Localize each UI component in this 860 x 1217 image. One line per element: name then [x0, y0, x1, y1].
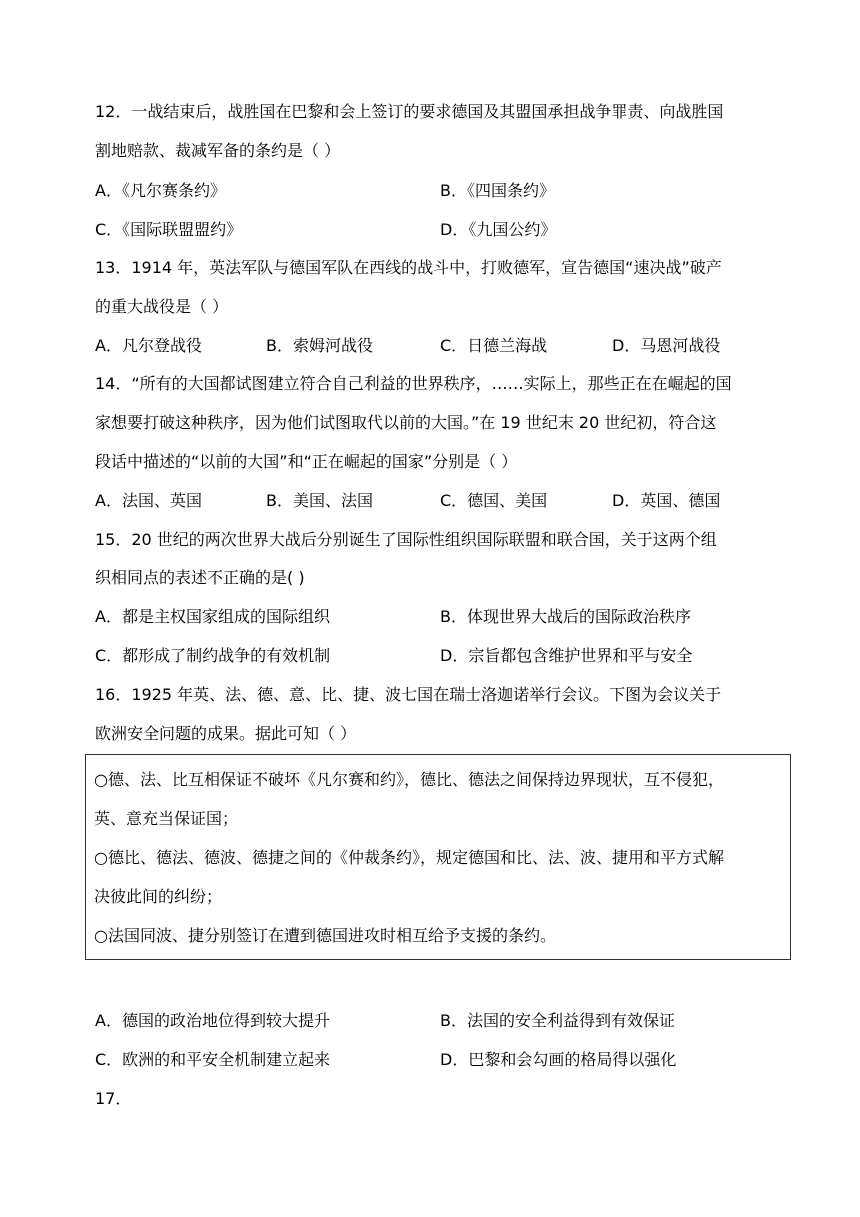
q13-option-c[interactable]: C．日德兰海战 [440, 336, 548, 355]
q12-option-a[interactable]: A．《凡尔赛条约》 [95, 181, 226, 200]
q12-option-c[interactable]: C．《国际联盟盟约》 [95, 220, 243, 239]
q16-material-item1-line2: 英、意充当保证国； [94, 809, 239, 828]
q15-stem-line1: 15．20 世纪的两次世界大战后分别诞生了国际性组织国际联盟和联合国，关于这两个组 [95, 530, 717, 549]
q16-stem-line1: 16．1925 年英、法、德、意、比、捷、波七国在瑞士洛迦诺举行会议。下图为会议关于 [95, 685, 722, 704]
q12-stem-line1: 12．一战结束后，战胜国在巴黎和会上签订的要求德国及其盟国承担战争罪责、向战胜国 [95, 102, 724, 121]
q16-stem-line2: 欧洲安全问题的成果。据此可知（ ） [95, 724, 357, 743]
q16-option-b[interactable]: B．法国的安全利益得到有效保证 [440, 1011, 675, 1030]
q16-material-item3-line1: ○法国同波、捷分别签订在遭到德国进攻时相互给予支援的条约。 [94, 926, 556, 945]
q16-material-item2-line1: ○德比、德法、德波、德捷之间的《仲裁条约》，规定德国和比、法、波、捷用和平方式解 [94, 848, 724, 867]
q17-stem-line1: 17． [95, 1089, 132, 1108]
q15-stem-line2: 织相同点的表述不正确的是( ) [95, 568, 305, 587]
q14-option-d[interactable]: D．英国、德国 [612, 491, 721, 510]
q13-option-d[interactable]: D．马恩河战役 [612, 336, 721, 355]
q14-stem-line2: 家想要打破这种秩序，因为他们试图取代以前的大国。”在 19 世纪末 20 世纪初，符合这 [95, 413, 717, 432]
q16-material-item2-line2: 决彼此间的纠纷； [94, 887, 223, 906]
q14-option-c[interactable]: C．德国、美国 [440, 491, 548, 510]
q12-stem-line2: 割地赔款、裁减军备的条约是（ ） [95, 141, 341, 160]
q12-option-d[interactable]: D．《九国公约》 [440, 220, 557, 239]
q15-option-b[interactable]: B．体现世界大战后的国际政治秩序 [440, 607, 691, 626]
q13-stem-line2: 的重大战役是（ ） [95, 297, 229, 316]
q14-option-b[interactable]: B．美国、法国 [266, 491, 373, 510]
q14-option-a[interactable]: A．法国、英国 [95, 491, 202, 510]
q15-option-d[interactable]: D．宗旨都包含维护世界和平与安全 [440, 646, 693, 665]
q14-stem-line1: 14．“所有的大国都试图建立符合自己利益的世界秩序，……实际上，那些正在在崛起的国 [95, 374, 732, 393]
q16-material-item1-line1: ○德、法、比互相保证不破坏《凡尔赛和约》，德比、德法之间保持边界现状，互不侵犯， [94, 770, 724, 789]
q13-option-a[interactable]: A．凡尔登战役 [95, 336, 202, 355]
q16-option-a[interactable]: A．德国的政治地位得到较大提升 [95, 1011, 330, 1030]
q13-option-b[interactable]: B．索姆河战役 [266, 336, 373, 355]
q12-option-b[interactable]: B．《四国条约》 [440, 181, 555, 200]
q13-stem-line1: 13．1914 年，英法军队与德国军队在西线的战斗中，打败德军，宣告德国“速决战”破产 [95, 258, 722, 277]
q15-option-c[interactable]: C．都形成了制约战争的有效机制 [95, 646, 331, 665]
q16-option-d[interactable]: D．巴黎和会勾画的格局得以强化 [440, 1050, 677, 1069]
q14-stem-line3: 段话中描述的“以前的大国”和“正在崛起的国家”分别是（ ） [95, 452, 518, 471]
q16-option-c[interactable]: C．欧洲的和平安全机制建立起来 [95, 1050, 331, 1069]
q15-option-a[interactable]: A．都是主权国家组成的国际组织 [95, 607, 330, 626]
q16-material-box [85, 754, 791, 960]
